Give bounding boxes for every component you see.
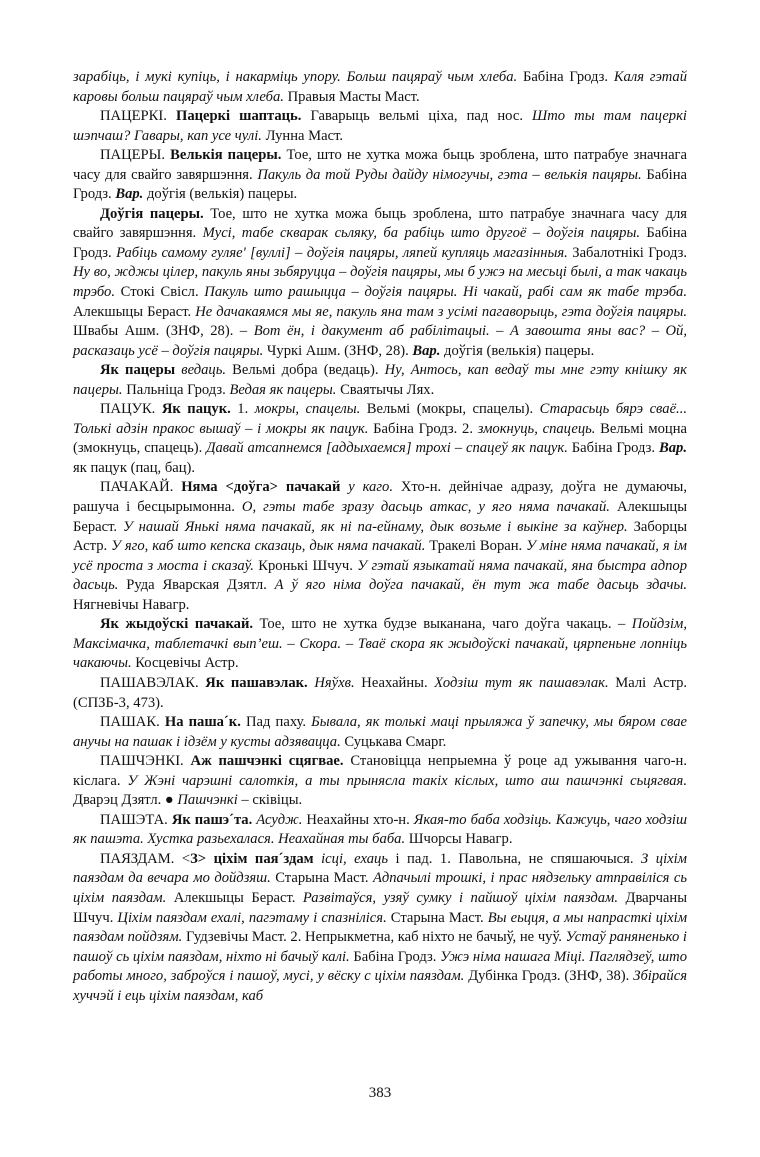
- entry-pasheta: ПАШЭТА. Як пашэ´та. Асудж. Неахайны хто-н. Якая-то баба ходзіць. Кажуць, чаго ходзіш як пашэта. Хустка разьехалася. Неахайная ты баба. Шчорсы Навагр.: [73, 811, 688, 848]
- entry-pashak: ПАШАК. На паша´к. Пад паху. Бывала, як толькі маці прыляжа ў запечку, мы бяром свае анучы на пашак і ідзём у кусты адзявацца. Суцькава Смарг.: [73, 714, 687, 750]
- entry-pashavelak: ПАШАВЭЛАК. Як пашавэлак. Няўхв. Неахайны. Ходзіш тут як пашавэлак. Малі Астр. (СПЗБ-3, 473).: [73, 674, 688, 711]
- page-number: 383: [368, 1085, 392, 1101]
- entry-payazdam: ПАЯЗДАМ. <З> ціхім пая´здам ісці, ехаць і пад. 1. Павольна, не спяшаючыся. З ціхім паяздам да вечара мо дойдзяш. Старына Маст. Адпачылі трошкі, і прас нядзельку атправіліся сь ціхім паяздам. Алекшыцы Бераст. Развітаўся, узяў сумку і пайшоў ціхім паяздам. Дварчаны Шчуч. Ціхім паяздам ехалі, пагэтаму і спазніліся. Старына Маст. Вы еьцця, а мы напрасткі ціхім паяздам пойдзям. Гудзевічы Маст. 2. Непрыкметна, каб ніхто не бачыў, не чуў. Устаў раняненько і пашоў сь ціхім паяздам, ніхто ні бачыў калі. Бабіна Гродз. Ужэ німа нашага Міці. Паглядзеў, што работы много, заброўся і пашоў, мусі, у вёску с ціхім паяздам. Дубінка Гродз. (ЗНФ, 38). Збірайся хуччэй і ець ціхім паяздам, каб: [73, 850, 688, 1004]
- entry-pachakai: ПАЧАКАЙ. Няма <доўга> пачакай у каго. Хто-н. дейнічае адразу, доўга не думаючы, рашуча і бесцырымонна. О, гэты табе зразу дасьць аткас, у яго няма пачакай. Алекшыцы Бераст. У нашай Янькі няма пачакай, як ні па-ейнаму, дык возьме і выкіне за каўнер. Заборцы Астр. У яго, каб што кепска сказаць, дык няма пачакай. Тракелі Воран. У міне няма пачакай, я ім усё проста з моста і сказаў. Кронькі Шчуч. У гэтай языкатай няма пачакай, яна быстра адпор дасьць. Руда Яварская Дзятл. А ў яго німа доўга пачакай, ён тут жа табе дасьць здачы. Нягневічы Навагр.: [73, 479, 688, 613]
- entry-patserki: ПАЦЕРКІ. Пацеркі шаптаць. Гаварыць вельмі ціха, пад нос. Што ты там пацеркі шэпчаш? Гавары, кап усе чулі. Лунна Маст.: [73, 108, 687, 144]
- entry-zhydouski-pachakai: Як жыдоўскі пачакай. Тое, што не хутка будзе выканана, чаго доўга чакаць. – Пойдзім, Максімачка, таблетачкі вып’еш. – Скора. – Тваё скора як жыдоўскі пачакай, цярпеньне лопніць чакаючы. Косцевічы Астр.: [73, 616, 687, 672]
- entry-douhiya-patsery: Доўгія пацеры. Тое, што не хутка можа быць зроблена, што патрабуе значнага часу для свайго завяршэння. Мусі, табе скварак сьляку, ба рабіць што другоё – доўгія пацяры. Бабіна Гродз. Рабіць самому гуляе' [вуллі] – доўгія пацяры, ляпей купляць магазінныя. Забалотнікі Гродз. Ну во, жджы цілер, пакуль яны зьбяруцца – доўгія пацяры, мы б ужэ на месьці былі, а так чакаць трэбо. Стокі Свісл. Пакуль што рашыцца – доўгія пацяры. Ні чакай, рабі сам як табе трэба. Алекшыцы Бераст. Не дачакаямся мы яе, пакуль яна там з усімі пагаворыць, гэта доўгія пацяры. Швабы Ашм. (ЗНФ, 28). – Вот ён, і дакумент аб рабілітацыі. – А завошта яны вас? – Ой, расказаць усё – доўгія пацяры. Чуркі Ашм. (ЗНФ, 28). Вар. доўгія (велькія) пацеры.: [73, 205, 688, 359]
- entry-pashchenki: ПАШЧЭНКІ. Аж пашчэнкі сцягвае. Становіцца непрыемна ў роце ад ужывання чаго-н. кіслага. У Жэні чарэшні салоткія, а ты прынясла такіх кіслых, што аш пашчэнкі сьцягвая. Дварэц Дзятл. ● Пашчэнкі – сківіцы.: [73, 753, 687, 809]
- entry-patsery: ПАЦЕРЫ. Велькія пацеры. Тое, што не хутка можа быць зроблена, што патрабуе значнага часу для свайго завяршэння. Пакуль да той Руды дайду німогучы, гэта – велькія пацяры. Бабіна Гродз. Вар. доўгія (велькія) пацеры.: [73, 147, 688, 203]
- entry-yak-patsery: Як пацеры ведаць. Вельмі добра (ведаць). Ну, Антось, кап ведаў ты мне гэту кнішку як пацеры. Пальніца Гродз. Ведая як пацеры. Сваятычы Лях.: [73, 362, 688, 398]
- paragraph-continuation: зарабіць, і мукі купіць, і накарміць упору. Больш пацяраў чым хлеба. Бабіна Гродз. Каля гэтай каровы больш пацяраў чым хлеба. Правыя Масты Маст.: [73, 69, 688, 105]
- entry-patsuk: ПАЦУК. Як пацук. 1. мокры, спацелы. Вельмі (мокры, спацелы). Старасьць бярэ сваё... Толькі адзін пракос вышаў – і мокры як пацук. Бабіна Гродз. 2. змокнуць, спацець. Вельмі моцна (змокнуць, спацець). Давай атсапнемся [аддыхаемся] трохі – спацеў як пацук. Бабіна Гродз. Вар. як пацук (пац, бац).: [73, 401, 688, 476]
- dictionary-page: [73, 68, 687, 1006]
